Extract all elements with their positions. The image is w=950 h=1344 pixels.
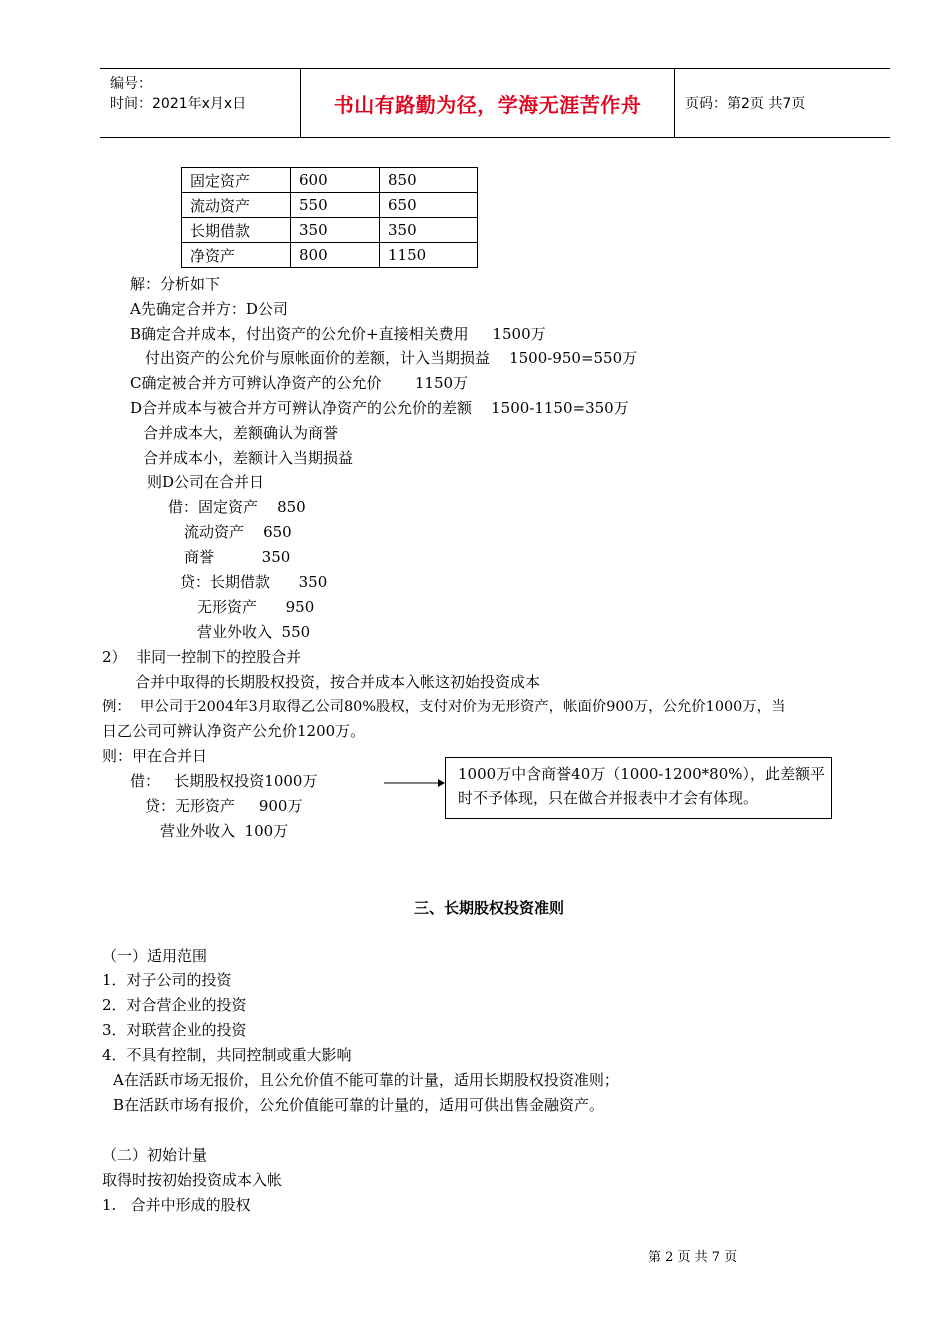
table-row (182, 218, 478, 243)
text-line: 例： 甲公司于2004年3月取得乙公司80%股权，支付对价为无形资产，帐面价900万，公允价1000万，当 (102, 699, 786, 715)
text-line: （一）适用范围 (102, 947, 208, 965)
text-line: B在活跃市场有报价，公允价值能可靠的计量的，适用可供出售金融资产。 (113, 1096, 605, 1114)
text-line: 付出资产的公允价与原帐面价的差额，计入当期损益 1500-950=550万 (145, 349, 638, 367)
text-line: 合并成本小，差额计入当期损益 (143, 449, 354, 467)
page-footer: 第 2 页 共 7 页 (648, 1250, 738, 1265)
journal-line: 借： 长期股权投资1000万 (130, 772, 318, 790)
text-line: 日乙公司可辨认净资产公允价1200万。 (102, 722, 366, 740)
table-cell: 650 (380, 193, 478, 218)
text-line: B确定合并成本，付出资产的公允价+直接相关费用 1500万 (130, 325, 546, 343)
journal-line: 贷：长期借款 350 (180, 573, 328, 591)
table-cell: 800 (291, 243, 380, 268)
table-cell: 350 (291, 218, 380, 243)
table-cell: 350 (380, 218, 478, 243)
serial-label: 编号： (110, 76, 152, 92)
table-row (182, 168, 478, 193)
list-item: 4．不具有控制，共同控制或重大影响 (102, 1046, 352, 1064)
table-cell: 净资产 (182, 243, 291, 268)
journal-line: 贷：无形资产 900万 (145, 797, 303, 815)
journal-line: 营业外收入 550 (197, 623, 311, 641)
table-row (182, 193, 478, 218)
table-cell: 1150 (380, 243, 478, 268)
text-line: 则：甲在合并日 (102, 747, 208, 765)
table-row (182, 243, 478, 268)
text-line: A在活跃市场无报价，且公允价值不能可靠的计量，适用长期股权投资准则； (113, 1071, 619, 1089)
time-label: 时间：2021年x月x日 (110, 96, 247, 112)
text-line: 2） 非同一控制下的控股合并 (102, 648, 302, 666)
note-callout: 1000万中含商誉40万（1000-1200*80%），此差额平时不予体现，只在做合并报表中才会有体现。 (445, 757, 832, 819)
list-item: 1. 合并中形成的股权 (102, 1196, 251, 1214)
text-line: 解：分析如下 (130, 275, 221, 293)
header-motto: 书山有路勤为径，学海无涯苦作舟 (301, 69, 675, 137)
text-line: （二）初始计量 (102, 1146, 208, 1164)
table-cell: 850 (380, 168, 478, 193)
text-line: C确定被合并方可辨认净资产的公允价 1150万 (130, 374, 469, 392)
journal-line: 营业外收入 100万 (160, 822, 289, 840)
table-cell: 长期借款 (182, 218, 291, 243)
text-line: 取得时按初始投资成本入帐 (102, 1171, 283, 1189)
arrow-icon (384, 777, 446, 789)
asset-table (181, 167, 478, 268)
list-item: 1．对子公司的投资 (102, 971, 232, 989)
journal-line: 借：固定资产 850 (168, 498, 306, 516)
journal-line: 流动资产 650 (184, 523, 292, 541)
text-line: D合并成本与被合并方可辨认净资产的公允价的差额 1500-1150=350万 (130, 399, 629, 417)
page-code: 页码：第2页 共7页 (685, 96, 806, 112)
list-item: 3．对联营企业的投资 (102, 1021, 247, 1039)
table-cell: 流动资产 (182, 193, 291, 218)
table-cell: 固定资产 (182, 168, 291, 193)
text-line: 则D公司在合并日 (147, 473, 265, 491)
text-line: 合并中取得的长期股权投资，按合并成本入帐这初始投资成本 (135, 673, 541, 691)
text-line: 合并成本大，差额确认为商誉 (143, 424, 339, 442)
page-header (100, 68, 890, 138)
journal-line: 商誉 350 (184, 548, 291, 566)
text-line: A先确定合并方：D公司 (130, 300, 288, 318)
section-title: 三、长期股权投资准则 (414, 899, 565, 917)
table-cell: 550 (291, 193, 380, 218)
header-meta (100, 69, 301, 137)
list-item: 2．对合营企业的投资 (102, 996, 247, 1014)
table-cell: 600 (291, 168, 380, 193)
journal-line: 无形资产 950 (197, 598, 315, 616)
